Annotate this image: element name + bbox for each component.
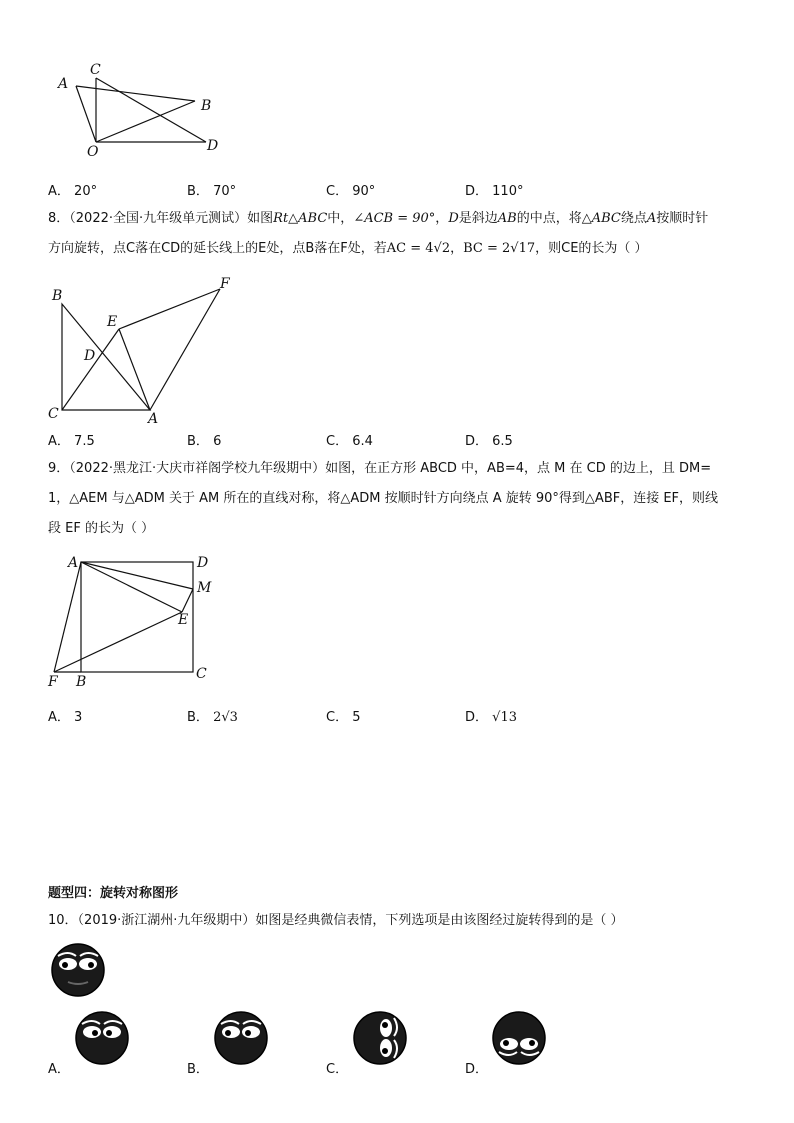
q9-label-m: M	[197, 580, 212, 596]
q8-stem	[48, 204, 748, 264]
q9-line1: 9．（2022·黑龙江·大庆市祥阁学校九年级期中）如图，在正方形 ABCD 中，AB=4，点 M 在 CD 的边上，且 DM=	[48, 461, 712, 476]
q9-option-d[interactable]: D． √13	[465, 710, 517, 725]
q10-option-b-emoji	[213, 1010, 269, 1066]
q9-stem	[48, 454, 748, 544]
q9-label-e: E	[178, 612, 189, 628]
q8-label-f: F	[220, 276, 230, 292]
q8-figure	[44, 276, 244, 426]
section-heading: 题型四：旋转对称图形	[48, 886, 179, 901]
q8-option-c[interactable]: C． 6.4	[326, 434, 373, 449]
q7-label-a: A	[58, 76, 69, 92]
q8-line1: 8．（2022·全国·九年级单元测试）如图Rt△ABC中，∠ACB = 90°，D是斜边AB的中点，将△ABC绕点A按顺时针	[48, 211, 709, 226]
q8-label-a: A	[148, 411, 159, 426]
q9-option-c[interactable]: C． 5	[326, 710, 361, 725]
q10-option-a[interactable]: A．	[48, 1010, 138, 1080]
q7-option-c[interactable]: C． 90°	[326, 184, 376, 199]
q10-option-c[interactable]: C．	[326, 1010, 416, 1080]
q8-label-c: C	[48, 406, 59, 422]
q9-label-b: B	[76, 674, 87, 690]
q8-line2: 方向旋转，点C落在CD的延长线上的E处，点B落在F处，若AC = 4√2，BC = 2√17，则CE的长为（ ）	[48, 241, 648, 256]
q10-option-a-emoji	[74, 1010, 130, 1066]
q9-line2: 1，△AEM 与△ADM 关于 AM 所在的直线对称，将△ADM 按顺时针方向绕点 A 旋转 90°得到△ABF，连接 EF，则线	[48, 491, 719, 506]
q7-label-d: D	[207, 138, 219, 154]
q7-label-o: O	[87, 144, 99, 160]
q8-option-d[interactable]: D． 6.5	[465, 434, 513, 449]
q9-label-c: C	[196, 666, 207, 682]
q7-option-b[interactable]: B． 70°	[187, 184, 237, 199]
q8-option-b[interactable]: B． 6	[187, 434, 222, 449]
q7-figure	[50, 58, 240, 168]
q7-option-d[interactable]: D． 110°	[465, 184, 524, 199]
q10-stem	[48, 906, 748, 936]
q7-label-b: B	[201, 98, 212, 114]
q10-line1: 10．（2019·浙江湖州·九年级期中）如图是经典微信表情，下列选项是由该图经过旋转得到的是（ ）	[48, 913, 624, 928]
q9-figure	[44, 550, 234, 690]
q8-label-b: B	[52, 288, 63, 304]
q10-option-c-emoji	[352, 1010, 408, 1066]
q8-label-e: E	[107, 314, 118, 330]
q9-label-a: A	[68, 555, 79, 571]
q10-option-b[interactable]: B．	[187, 1010, 277, 1080]
q7-label-c: C	[90, 62, 101, 78]
q9-option-b[interactable]: B． 2√3	[187, 710, 238, 725]
q9-label-f: F	[48, 674, 58, 690]
q9-label-d: D	[197, 555, 209, 571]
q8-label-d: D	[84, 348, 96, 364]
q10-option-d-emoji	[491, 1010, 547, 1066]
q10-option-d[interactable]: D．	[465, 1010, 555, 1080]
q8-option-a[interactable]: A． 7.5	[48, 434, 95, 449]
q9-line3: 段 EF 的长为（ ）	[48, 521, 155, 536]
q7-option-a[interactable]: A． 20°	[48, 184, 98, 199]
q9-option-a[interactable]: A． 3	[48, 710, 83, 725]
q10-original-emoji	[50, 942, 106, 998]
